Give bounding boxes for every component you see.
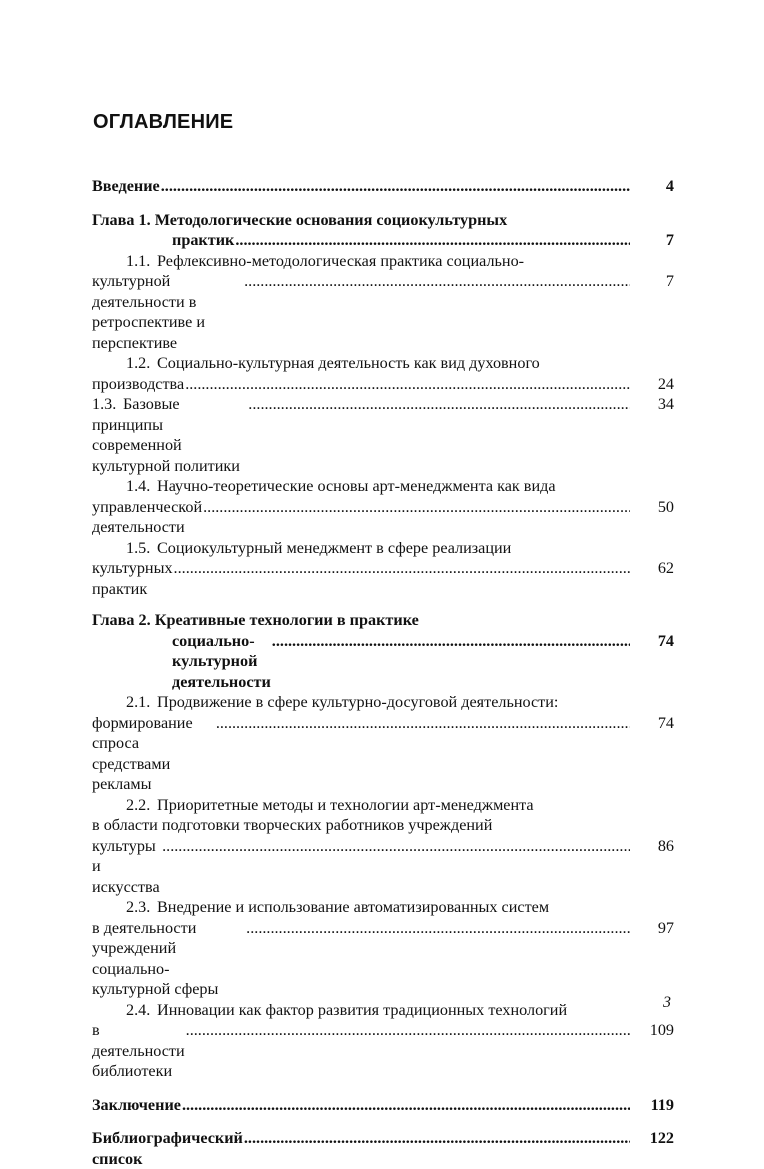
toc-entry-text: Социокультурный менеджмент в сфере реализации (157, 538, 512, 557)
toc-section-number: 2.2. (126, 795, 151, 814)
toc-page-number: 62 (657, 559, 674, 577)
toc-entry-title-cont: социально-культурной деятельности (172, 631, 271, 691)
toc-entry-title-cont: в деятельности учреждений социально-культурной сферы (92, 918, 219, 998)
toc-entry-section-2-4[interactable] (92, 1000, 674, 1082)
toc-entry-section-2-2[interactable] (92, 795, 674, 898)
toc-entry-title: Глава 2. Креативные технологии в практике (92, 611, 419, 629)
toc-page-number: 4 (665, 177, 674, 195)
toc-entry-line (92, 918, 674, 1000)
toc-entry-title (92, 353, 674, 374)
page-title: ОГЛАВЛЕНИЕ (93, 111, 234, 133)
toc-entry-section-1-4[interactable] (92, 476, 674, 538)
toc-entry-text: Базовые принципы современной культурной политики (92, 395, 240, 475)
toc-entry-title: Библиографический список (92, 1129, 243, 1168)
toc-entry-title (92, 538, 674, 559)
table-of-contents (92, 176, 674, 1169)
toc-entry-title-cont: в области подготовки творческих работников учреждений (92, 816, 493, 834)
toc-entry-conclusion[interactable] (92, 1095, 674, 1116)
toc-page-number: 34 (657, 395, 674, 413)
toc-section-number: 1.5. (126, 538, 151, 557)
toc-entry-title (92, 1000, 674, 1021)
toc-entry-title: Введение (92, 177, 160, 195)
toc-section-number: 1.3. (92, 395, 117, 413)
toc-entry-text: Инновации как фактор развития традиционных технологий (157, 1000, 568, 1019)
toc-entry-line (92, 836, 674, 898)
toc-entry-title (92, 394, 247, 476)
toc-entry-line (92, 558, 674, 599)
toc-entry-text: Внедрение и использование автоматизированных систем (157, 898, 550, 916)
toc-leader-dots (216, 713, 630, 734)
toc-entry-line (92, 631, 674, 693)
toc-entry-line (92, 374, 674, 395)
toc-section-number: 2.3. (126, 898, 151, 916)
toc-page-number: 97 (657, 918, 674, 937)
toc-leader-dots (162, 836, 630, 857)
toc-page-number: 7 (665, 231, 674, 249)
toc-entry-title-cont: в деятельности библиотеки (92, 1021, 185, 1080)
toc-section-number: 1.1. (126, 251, 151, 270)
toc-entry-section-2-1[interactable] (92, 692, 674, 795)
toc-entry-title (92, 897, 674, 918)
toc-entry-text: Рефлексивно-методологическая практика социально- (157, 251, 525, 270)
toc-leader-dots (235, 230, 630, 251)
toc-entry-section-1-3[interactable] (92, 394, 674, 476)
toc-leader-dots (161, 176, 630, 197)
toc-section-number: 1.2. (126, 354, 151, 372)
toc-page-number: 86 (657, 836, 674, 855)
toc-page-number: 109 (649, 1021, 674, 1039)
toc-page-number: 74 (657, 713, 674, 732)
toc-leader-dots (244, 1128, 630, 1149)
toc-entry-text: Продвижение в сфере культурно-досуговой деятельности: (157, 693, 559, 711)
toc-entry-intro[interactable] (92, 176, 674, 197)
toc-leader-dots (246, 918, 630, 939)
toc-entry-line (92, 1128, 674, 1169)
toc-entry-line (92, 176, 674, 197)
toc-entry-title (92, 476, 674, 497)
toc-leader-dots (174, 558, 630, 579)
toc-entry-text: Научно-теоретические основы арт-менеджмента как вида (157, 477, 556, 495)
toc-entry-bibliography[interactable] (92, 1128, 674, 1169)
toc-entry-text: Социально-культурная деятельность как вид духовного (157, 354, 540, 372)
toc-entry-title-cont: производства (92, 374, 185, 393)
toc-entry-title (92, 692, 674, 713)
toc-page-number: 24 (657, 374, 674, 393)
toc-entry-line (92, 271, 674, 353)
toc-entry-chapter-1[interactable] (92, 210, 674, 251)
toc-entry-line (92, 713, 674, 795)
toc-entry-title: Глава 1. Методологические основания социокультурных (92, 210, 508, 229)
toc-entry-title-cont: культурной деятельности в ретроспективе и перспективе (92, 272, 206, 352)
toc-page-number: 119 (650, 1095, 674, 1114)
toc-entry-section-1-1[interactable] (92, 251, 674, 354)
toc-leader-dots (182, 1095, 630, 1116)
toc-entry-chapter-2[interactable] (92, 610, 674, 692)
toc-page-number: 122 (649, 1129, 674, 1147)
toc-entry-text: Приоритетные методы и технологии арт-менеджмента (157, 795, 534, 814)
toc-entry-section-1-2[interactable] (92, 353, 674, 394)
toc-entry-line (92, 497, 674, 538)
toc-page-number: 74 (657, 631, 674, 650)
toc-section-number: 2.4. (126, 1000, 151, 1019)
toc-leader-dots (203, 497, 630, 518)
toc-entry-title-cont: управленческой деятельности (92, 497, 203, 536)
toc-entry-title: Заключение (92, 1095, 181, 1114)
toc-section-number: 2.1. (126, 693, 151, 711)
page-number: 3 (663, 994, 671, 1011)
toc-leader-dots (244, 271, 630, 292)
toc-entry-title-cont: формирование спроса средствами рекламы (92, 713, 193, 793)
toc-entry-title (92, 251, 674, 272)
toc-page-number: 50 (657, 497, 674, 516)
toc-entry-line (92, 394, 674, 476)
toc-leader-dots (186, 1020, 630, 1041)
toc-entry-section-2-3[interactable] (92, 897, 674, 1000)
toc-entry-line (92, 1020, 674, 1082)
toc-entry-title-cont: культуры и искусства (92, 836, 160, 896)
toc-leader-dots (185, 374, 630, 395)
toc-leader-dots (248, 394, 630, 415)
toc-entry-title (92, 795, 674, 816)
toc-entry-line (92, 1095, 674, 1116)
toc-section-number: 1.4. (126, 477, 151, 495)
toc-entry-line (92, 230, 674, 251)
toc-entry-title-cont: практик (172, 231, 235, 249)
toc-leader-dots (272, 631, 630, 652)
toc-entry-section-1-5[interactable] (92, 538, 674, 600)
toc-page-number: 7 (665, 272, 674, 290)
toc-entry-title-cont: культурных практик (92, 559, 173, 598)
